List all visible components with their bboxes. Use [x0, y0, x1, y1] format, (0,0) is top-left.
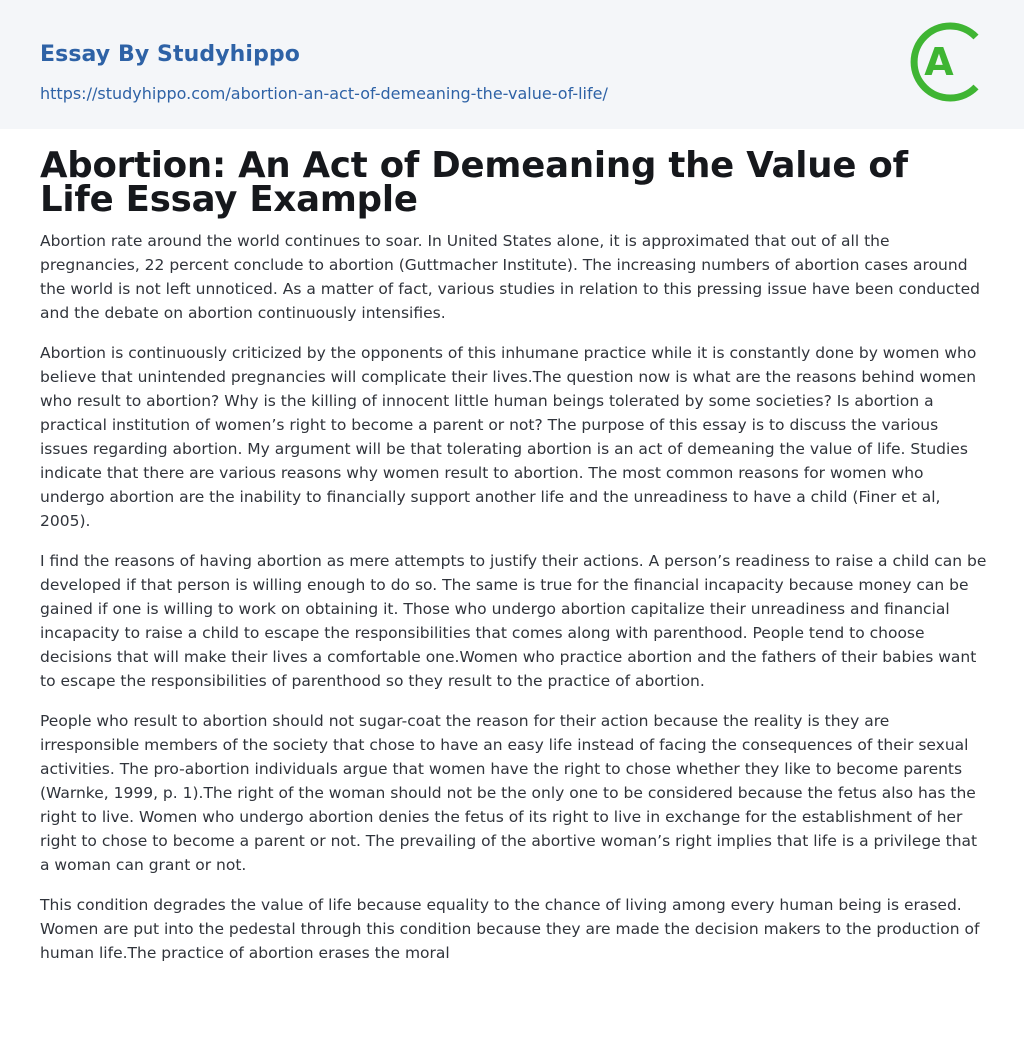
site-brand[interactable]: Essay By Studyhippo — [40, 42, 300, 67]
essay-paragraph: This condition degrades the value of life because equality to the chance of living among every human being is erased. Women are put into the pedestal through this condition because they are made the decision makers to the production of human life.The practice of abortion erases the moral — [40, 896, 980, 962]
logo-letter: A — [924, 40, 954, 84]
site-header — [0, 0, 1024, 129]
essay-paragraph: I find the reasons of having abortion as mere attempts to justify their actions. A person’s readiness to raise a child can be developed if that person is willing enough to do so. The same is true for the financial incapacity because money can be gained if one is willing to work on obtaining it. Those who undergo abortion capitalize their unreadiness and financial incapacity to raise a child to escape the responsibilities that comes along with parenthood. People tend to choose decisions that will make their lives a comfortable one.Women who practice abortion and the fathers of their babies want to escape the responsibilities of parenthood so they result to the practice of abortion. — [40, 552, 987, 690]
essay-paragraph: People who result to abortion should not sugar-coat the reason for their action because the reality is they are irresponsible members of the society that chose to have an easy life instead of facing the consequences of their sexual activities. The pro-abortion individuals argue that women have the right to chose whether they like to become parents (Warnke, 1999, p. 1).The right of the woman should not be the only one to be considered because the fetus also has the right to live. Women who undergo abortion denies the fetus of its right to live in exchange for the establishment of her right to chose to become a parent or not. The prevailing of the abortive woman’s right implies that life is a privilege that a woman can grant or not. — [40, 712, 978, 874]
essay-paragraph: Abortion rate around the world continues to soar. In United States alone, it is approximated that out of all the pregnancies, 22 percent conclude to abortion (Guttmacher Institute). The increasing numbers of abortion cases around the world is not left unnoticed. As a matter of fact, various studies in relation to this pressing issue have been conducted and the debate on abortion continuously intensifies. — [40, 232, 980, 322]
essay-url-link[interactable]: https://studyhippo.com/abortion-an-act-of-demeaning-the-value-of-life/ — [40, 84, 608, 103]
essay-body — [40, 229, 988, 981]
essay-title: Abortion: An Act of Demeaning the Value of Life Essay Example — [40, 145, 908, 220]
essay-paragraph: Abortion is continuously criticized by the opponents of this inhumane practice while it is constantly done by women who believe that unintended pregnancies will complicate their lives.The question now is what are the reasons behind women who result to abortion? Why is the killing of innocent little human beings tolerated by some societies? Is abortion a practical institution of women’s right to become a parent or not? The purpose of this essay is to discuss the various issues regarding abortion. My argument will be that tolerating abortion is an act of demeaning the value of life. Studies indicate that there are various reasons why women result to abortion. The most common reasons for women who undergo abortion are the inability to financially support another life and the unreadiness to have a child (Finer et al, 2005). — [40, 344, 977, 530]
studyhippo-logo-icon[interactable] — [910, 19, 988, 105]
